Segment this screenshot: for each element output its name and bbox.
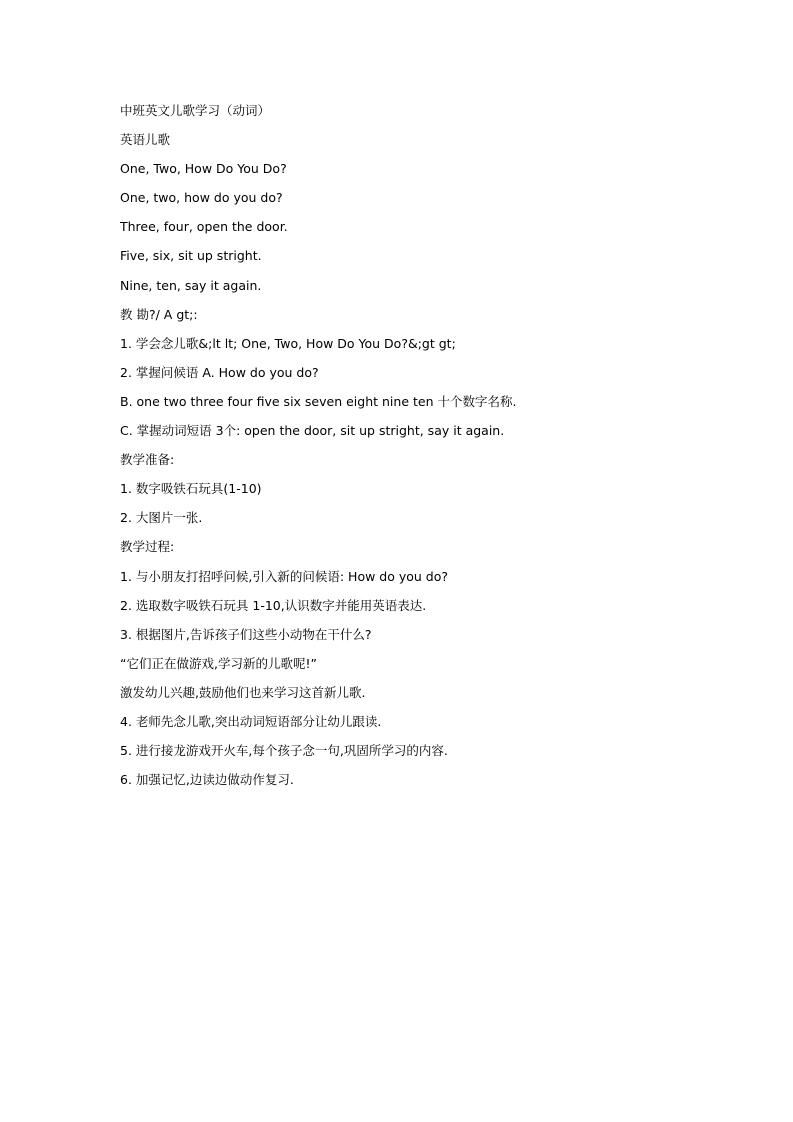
process-item: 2. 选取数字吸铁石玩具 1-10,认识数字并能用英语表达. — [120, 597, 427, 613]
goal-item: 1. 学会念儿歌&;lt lt; One, Two, How Do You Do?&;gt gt; — [120, 335, 456, 351]
goal-item: B. one two three four five six seven eight nine ten 十个数字名称. — [120, 393, 517, 409]
song-title: One, Two, How Do You Do? — [120, 161, 287, 177]
goal-item: C. 掌握动词短语 3个: open the door, sit up stright, say it again. — [120, 423, 505, 439]
song-line: Five, six, sit up stright. — [120, 248, 262, 264]
process-item: 1. 与小朋友打招呼问候,引入新的问候语: How do you do? — [120, 568, 449, 584]
preparation-item: 1. 数字吸铁石玩具(1-10) — [120, 481, 262, 497]
song-line: Three, four, open the door. — [120, 219, 288, 235]
preparation-item: 2. 大图片一张. — [120, 510, 203, 526]
process-note: 激发幼儿兴趣,鼓励他们也来学习这首新儿歌. — [120, 684, 366, 700]
document-body — [120, 101, 720, 799]
process-item: 3. 根据图片,告诉孩子们这些小动物在干什么? — [120, 626, 372, 642]
song-line: Nine, ten, say it again. — [120, 277, 262, 293]
process-item: 5. 进行接龙游戏开火车,每个孩子念一句,巩固所学习的内容. — [120, 743, 448, 759]
process-item: 6. 加强记忆,边读边做动作复习. — [120, 772, 294, 788]
song-line: One, two, how do you do? — [120, 190, 283, 206]
goal-item: 2. 掌握问候语 A. How do you do? — [120, 364, 319, 380]
section-heading-song: 英语儿歌 — [120, 132, 171, 148]
section-heading-goals: 教 勘?/ A gt;: — [120, 306, 198, 322]
process-quote: “它们正在做游戏,学习新的儿歌呢!” — [120, 655, 317, 671]
process-item: 4. 老师先念儿歌,突出动词短语部分让幼儿跟读. — [120, 713, 382, 729]
section-heading-process: 教学过程: — [120, 539, 175, 555]
section-heading-preparation: 教学准备: — [120, 452, 175, 468]
document-title: 中班英文儿歌学习（动词） — [120, 103, 271, 118]
